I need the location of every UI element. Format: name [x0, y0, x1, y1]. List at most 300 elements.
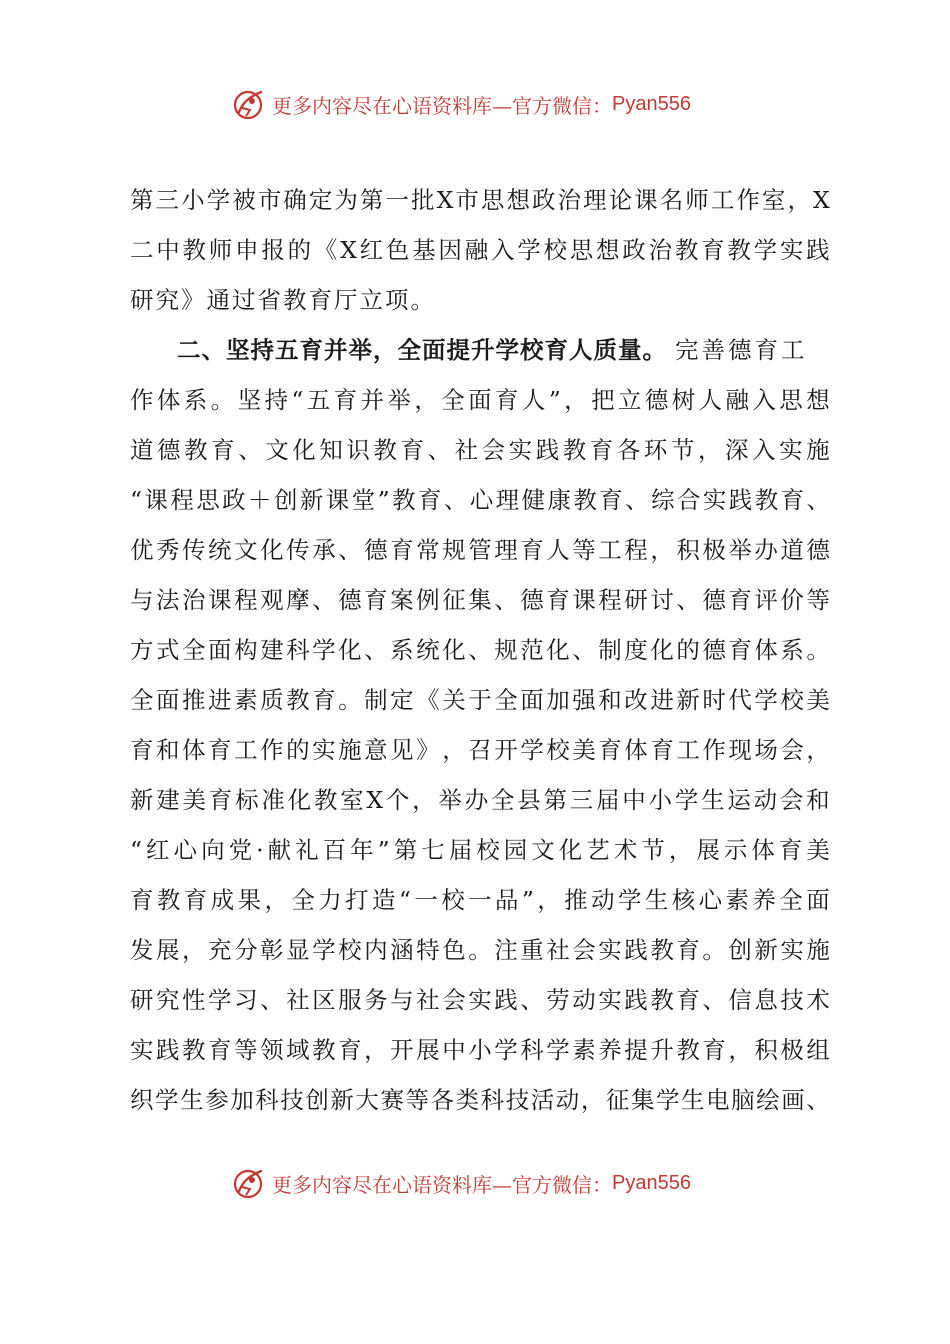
text-char: 教 — [562, 436, 587, 464]
text-char: 三 — [569, 786, 594, 814]
text-char: 优 — [130, 536, 154, 564]
text-char: 展 — [156, 936, 180, 964]
text-char: ， — [412, 786, 436, 814]
text-char: 、 — [312, 586, 336, 614]
text-char: 教 — [573, 486, 597, 514]
text-char: 科 — [255, 1086, 279, 1114]
text-char: 化 — [260, 536, 284, 564]
text-char: 讨 — [650, 586, 674, 614]
text-char: 技 — [505, 1086, 530, 1114]
text-char: 育 — [650, 736, 674, 764]
text-char: 承 — [312, 536, 336, 564]
text-char: 动 — [591, 886, 615, 914]
text-char: 育 — [208, 786, 233, 814]
text-char: 育 — [211, 436, 235, 464]
text-char: 秀 — [156, 536, 180, 564]
text-line — [130, 975, 830, 1025]
text-char: 信 — [728, 986, 752, 1014]
text-char: 向 — [201, 836, 225, 864]
text-char: 年 — [350, 836, 374, 864]
text-char: 践 — [806, 236, 830, 264]
text-char: 法 — [156, 586, 180, 614]
text-char: ” — [548, 386, 561, 414]
text-char: 征 — [605, 1086, 630, 1114]
text-char: 育 — [701, 236, 725, 264]
text-line — [130, 375, 830, 425]
text-char: 研 — [624, 586, 648, 614]
text-char: 治 — [648, 236, 673, 264]
text-char: 文 — [234, 536, 258, 564]
text-char: 涵 — [390, 936, 414, 964]
text-char: 化 — [650, 636, 674, 664]
text-char: 成 — [210, 886, 235, 914]
text-char: 园 — [503, 836, 528, 864]
text-char: 、 — [468, 636, 492, 664]
text-line — [130, 725, 830, 775]
text-char: 县 — [517, 786, 541, 814]
text-char: 作 — [702, 736, 726, 764]
text-char: ” — [377, 836, 390, 864]
text-char: 思 — [779, 386, 803, 414]
text-char: 室 — [340, 786, 364, 814]
text-char: 一 — [385, 186, 409, 214]
text-char: 代 — [728, 686, 752, 714]
text-char: 脑 — [731, 1086, 755, 1114]
text-char: 、 — [572, 636, 596, 664]
text-char: 育 — [780, 486, 805, 514]
text-char: ， — [564, 386, 588, 414]
text-char: 实 — [508, 436, 533, 464]
text-char: 体 — [751, 836, 775, 864]
text-char: 社 — [546, 936, 570, 964]
text-char: 理 — [495, 486, 520, 514]
text-char: 中 — [442, 1036, 466, 1064]
text-char: 画 — [781, 1086, 805, 1114]
text-char: 服 — [338, 986, 362, 1014]
text-char: 育 — [778, 836, 803, 864]
text-char: 育 — [599, 486, 623, 514]
text-line — [130, 575, 830, 625]
text-line — [130, 1025, 830, 1075]
text-line — [130, 475, 830, 525]
text-line — [130, 175, 830, 225]
text-char: 方 — [130, 636, 154, 664]
text-char: 论 — [608, 186, 633, 214]
text-char: 育 — [598, 736, 622, 764]
text-char: 校 — [441, 886, 465, 914]
text-char: 推 — [564, 886, 588, 914]
text-char: 运 — [727, 786, 751, 814]
text-char: 性 — [182, 986, 206, 1014]
text-char: ， — [650, 536, 674, 564]
text-char: 环 — [643, 436, 668, 464]
text-char: 类 — [455, 1086, 480, 1114]
text-char: 传 — [182, 536, 206, 564]
logo-icon — [230, 86, 266, 122]
text-char: 党 — [228, 836, 253, 864]
text-char: 体 — [182, 736, 206, 764]
text-char: 育 — [390, 536, 414, 564]
text-char: 程 — [624, 536, 648, 564]
text-char: 并 — [360, 386, 385, 414]
text-char: 、 — [806, 1086, 830, 1114]
text-char: 素 — [572, 1036, 596, 1064]
text-char: 政 — [222, 486, 246, 514]
text-char: 实 — [130, 1036, 154, 1064]
text-char: 面 — [156, 686, 180, 714]
text-char: 和 — [806, 786, 830, 814]
text-char: 道 — [130, 436, 154, 464]
text-char: 学 — [655, 1086, 680, 1114]
text-char: 各 — [430, 1086, 455, 1114]
text-char: 色 — [442, 936, 466, 964]
text-char: 展 — [416, 1036, 440, 1064]
text-char: 报 — [261, 236, 285, 264]
text-line — [130, 825, 830, 875]
text-char: 动 — [572, 986, 596, 1014]
text-char: 教 — [286, 686, 310, 714]
text-char: 术 — [613, 836, 638, 864]
text-char: 教 — [754, 486, 779, 514]
text-char: 融 — [464, 236, 489, 264]
text-char: 育 — [183, 886, 208, 914]
text-char: 一 — [468, 886, 492, 914]
text-line — [130, 425, 830, 475]
text-char: 开 — [494, 736, 518, 764]
text-char: 美 — [806, 686, 830, 714]
text-char: 制 — [364, 686, 388, 714]
text-char: 人 — [546, 536, 570, 564]
text-char: 全 — [441, 386, 465, 414]
text-char: 想 — [506, 186, 530, 214]
text-char: 案 — [390, 586, 414, 614]
text-char: 等 — [806, 586, 830, 614]
text-char: 全 — [494, 686, 518, 714]
text-char: ， — [806, 736, 830, 764]
text-char: “ — [130, 836, 143, 864]
text-char: 社 — [416, 986, 440, 1014]
watermark-text: 更多内容尽在心语资料库—官方微信： — [272, 1172, 612, 1197]
text-char: 力 — [318, 886, 342, 914]
text-char: 新 — [676, 686, 700, 714]
text-char: 红 — [359, 236, 384, 264]
text-char: 为 — [334, 186, 358, 214]
text-char: 开 — [390, 1036, 414, 1064]
text-char: 批 — [411, 186, 435, 214]
text-char: 创 — [305, 1086, 329, 1114]
text-char: 学 — [208, 986, 232, 1014]
text-char: 二 — [130, 236, 154, 264]
text-char: ” — [377, 486, 390, 514]
text-char: 科 — [480, 1086, 505, 1114]
text-char: 果 — [237, 886, 262, 914]
text-char: 申 — [235, 236, 259, 264]
text-char: 德 — [338, 586, 362, 614]
text-char: 准 — [261, 786, 285, 814]
text-char: 届 — [448, 836, 473, 864]
text-char: 师 — [685, 186, 709, 214]
text-char: 第 — [393, 836, 418, 864]
text-char: 工 — [710, 186, 735, 214]
text-char: 育 — [589, 436, 614, 464]
text-char: 教 — [650, 936, 674, 964]
text-char: 入 — [752, 386, 776, 414]
text-char: 面 — [520, 686, 544, 714]
footer-watermark-banner — [230, 1163, 691, 1203]
text-char: X — [436, 186, 454, 214]
text-char: 教 — [182, 236, 207, 264]
text-char: 与 — [130, 586, 154, 614]
text-char: 素 — [725, 886, 750, 914]
text-char: 体 — [624, 736, 648, 764]
text-char: 、 — [494, 586, 518, 614]
text-char: 育 — [546, 586, 570, 614]
text-line — [130, 925, 830, 975]
text-line — [130, 625, 830, 675]
text-char: 社 — [454, 436, 479, 464]
watermark-text: 更多内容尽在心语资料库—官方微信： — [272, 93, 612, 118]
text-char: 校 — [476, 836, 500, 864]
text-char: 会 — [780, 736, 804, 764]
text-char: 康 — [547, 486, 571, 514]
text-char: 践 — [728, 486, 753, 514]
text-char: 劳 — [546, 986, 570, 1014]
text-char: 、 — [625, 486, 649, 514]
text-char: X — [813, 186, 830, 214]
text-char: 德 — [702, 636, 726, 664]
text-char: 学 — [753, 236, 778, 264]
text-char: 学 — [617, 886, 642, 914]
text-char: ” — [521, 886, 534, 914]
text-char: 体 — [754, 636, 778, 664]
text-char: 造 — [372, 886, 396, 914]
text-char: 持 — [264, 386, 288, 414]
text-char: 化 — [558, 836, 583, 864]
text-char: 强 — [572, 686, 596, 714]
text-char: 工 — [598, 536, 622, 564]
text-char: 等 — [405, 1086, 430, 1114]
text-char: 系 — [390, 636, 414, 664]
text-char: ， — [182, 936, 206, 964]
text-char: 的 — [287, 236, 312, 264]
text-char: 施 — [338, 736, 362, 764]
text-char: 理 — [583, 186, 607, 214]
text-char: 德 — [157, 436, 181, 464]
text-char: 的 — [286, 736, 310, 764]
text-char: 树 — [671, 386, 696, 414]
text-char: 化 — [338, 636, 362, 664]
text-char: 实 — [779, 236, 804, 264]
text-char: 关 — [442, 686, 466, 714]
text-char: 于 — [468, 686, 492, 714]
text-char: 工 — [676, 736, 700, 764]
text-char: 大 — [355, 1086, 379, 1114]
text-char: 与 — [390, 986, 414, 1014]
text-char: 会 — [442, 986, 466, 1014]
text-char: 《 — [416, 686, 440, 714]
text-char: 工 — [234, 736, 258, 764]
text-char: 品 — [494, 886, 519, 914]
text-char: 和 — [598, 686, 622, 714]
text-char: 征 — [442, 586, 466, 614]
text-char: 届 — [596, 786, 620, 814]
text-char: 科 — [520, 1036, 544, 1064]
text-char: 课 — [634, 186, 658, 214]
text-char: 参 — [205, 1086, 229, 1114]
section-heading: 二、坚持五育并举，全面提升学校育人质量。 — [177, 336, 667, 364]
text-char: 小 — [181, 186, 205, 214]
text-char: 。 — [806, 636, 830, 664]
text-char: 小 — [468, 1036, 492, 1064]
text-char: 进 — [208, 686, 232, 714]
text-char: 。 — [338, 686, 362, 714]
text-char: 领 — [260, 1036, 284, 1064]
text-char: 充 — [208, 936, 232, 964]
text-char: 学 — [674, 786, 699, 814]
text-char: 电 — [706, 1086, 730, 1114]
logo-icon — [230, 1165, 266, 1201]
text-char: 个 — [385, 786, 410, 814]
text-char: 想 — [596, 236, 620, 264]
text-char: 第 — [543, 786, 567, 814]
text-char: 入 — [490, 236, 515, 264]
text-char: 课 — [325, 486, 350, 514]
text-char: 心 — [173, 836, 198, 864]
text-char: 堂 — [351, 486, 376, 514]
text-char: 实 — [702, 486, 727, 514]
text-char: 技 — [280, 1086, 304, 1114]
text-char: 重 — [520, 936, 544, 964]
text-char: 程 — [234, 586, 258, 614]
text-char: 》 — [416, 736, 440, 764]
text-char: 德 — [644, 386, 669, 414]
text-char: 举 — [728, 536, 752, 564]
text-char: 三 — [155, 186, 180, 214]
text-char: 时 — [702, 686, 726, 714]
text-char: 管 — [468, 536, 492, 564]
text-char: 构 — [234, 636, 258, 664]
text-char: 见 — [390, 736, 414, 764]
text-char: 育 — [312, 686, 336, 714]
document-body — [130, 175, 830, 1125]
text-char: 等 — [572, 536, 596, 564]
text-char: 知 — [319, 436, 343, 464]
text-char: 显 — [286, 936, 310, 964]
text-char: 赛 — [380, 1086, 404, 1114]
text-char: 举 — [438, 786, 462, 814]
text-char: 全 — [182, 636, 206, 664]
text-char: 加 — [546, 686, 570, 714]
text-char: 极 — [702, 536, 726, 564]
text-char: 育 — [417, 486, 442, 514]
text-char: 、 — [238, 436, 262, 464]
text-char: 创 — [728, 936, 752, 964]
text-char: 。 — [210, 386, 235, 414]
text-char: 施 — [806, 436, 830, 464]
text-char: 统 — [416, 636, 440, 664]
text-char: 创 — [273, 486, 298, 514]
text-char: 改 — [624, 686, 648, 714]
text-char: 活 — [530, 1086, 555, 1114]
text-char: 课 — [144, 486, 168, 514]
text-char: 度 — [624, 636, 648, 664]
text-char: 研 — [130, 986, 154, 1014]
text-char: 健 — [521, 486, 546, 514]
text-char: 学 — [754, 686, 778, 714]
text-char: 实 — [780, 936, 804, 964]
text-char: 美 — [806, 836, 830, 864]
text-char: 质 — [260, 686, 284, 714]
text-char: 思 — [196, 486, 220, 514]
text-char: 规 — [442, 536, 466, 564]
text-char: 生 — [180, 1086, 204, 1114]
text-char: 德 — [806, 536, 830, 564]
text-char: 把 — [591, 386, 615, 414]
text-char: 百 — [322, 836, 347, 864]
text-char: 标 — [235, 786, 259, 814]
text-line — [130, 775, 830, 825]
text-char: 习 — [234, 986, 258, 1014]
text-char: 程 — [170, 486, 194, 514]
text-char: 市 — [257, 186, 282, 214]
text-char: 因 — [438, 236, 462, 264]
text-char: 基 — [412, 236, 436, 264]
text-char: 素 — [234, 686, 258, 714]
text-char: 育 — [208, 1036, 232, 1064]
text-char: 立 — [617, 386, 642, 414]
text-char: 的 — [676, 636, 700, 664]
text-char: 新 — [754, 936, 778, 964]
text-char: 究 — [156, 986, 180, 1014]
text-char: 建 — [260, 636, 284, 664]
text-char: 摩 — [286, 586, 310, 614]
text-char: 升 — [650, 1036, 674, 1064]
text-char: 。 — [468, 936, 492, 964]
text-char: 化 — [546, 636, 570, 664]
text-char: “ — [130, 486, 143, 514]
text-char: 程 — [598, 586, 622, 614]
text-char: 新 — [330, 1086, 354, 1114]
text-char: 学 — [312, 936, 336, 964]
text-char: 市 — [455, 186, 479, 214]
text-char: 育 — [728, 586, 752, 614]
text-char: 生 — [644, 886, 669, 914]
text-char: 系 — [183, 386, 208, 414]
text-char: 和 — [156, 736, 180, 764]
text-line — [130, 1075, 830, 1125]
text-char: 育 — [130, 886, 154, 914]
text-char: 特 — [416, 936, 440, 964]
text-char: 、 — [676, 586, 700, 614]
text-char: 第 — [359, 186, 384, 214]
text-char: 核 — [671, 886, 696, 914]
text-char: “ — [291, 386, 304, 414]
text-char: 科 — [286, 636, 310, 664]
text-char: 全 — [779, 886, 803, 914]
text-char: ， — [697, 436, 722, 464]
text-char: 建 — [156, 786, 180, 814]
text-char: 心 — [698, 886, 723, 914]
text-char: 域 — [286, 1036, 310, 1064]
text-char: 课 — [572, 586, 596, 614]
text-char: 观 — [260, 586, 284, 614]
text-char: 规 — [494, 636, 518, 664]
text-char: 面 — [468, 386, 492, 414]
text-char: 融 — [725, 386, 750, 414]
text-char: 示 — [723, 836, 748, 864]
text-char: 校 — [543, 236, 567, 264]
text-char: 、 — [364, 636, 388, 664]
